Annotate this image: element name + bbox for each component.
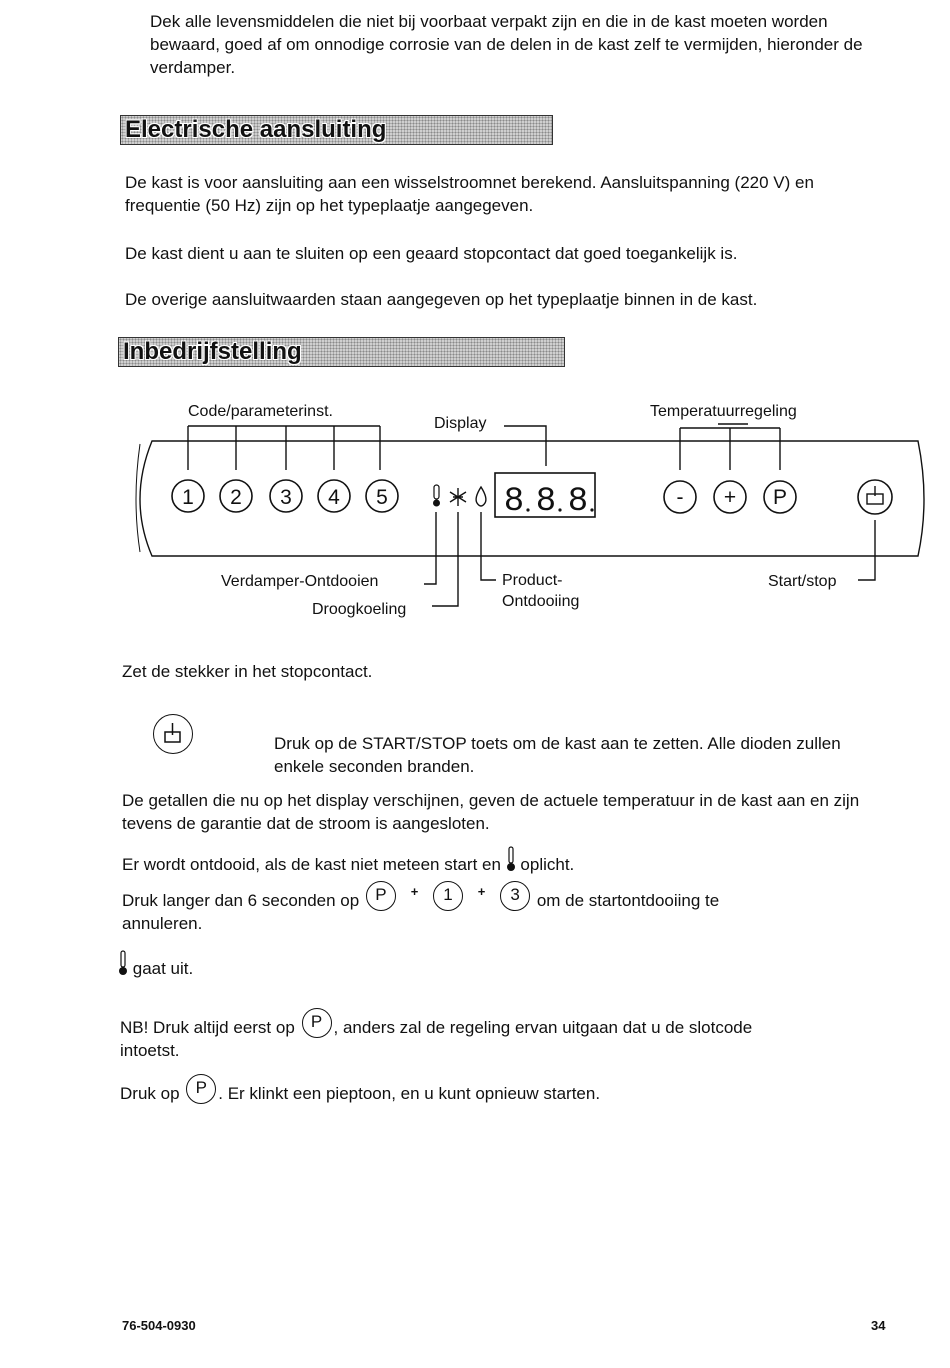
electric-paragraph-3: De overige aansluitwaarden staan aangegeven op het typeplaatje binnen in de kast. [125, 290, 758, 309]
label-display: Display [434, 415, 487, 432]
svg-text:-: - [676, 486, 684, 509]
svg-text:P: P [772, 486, 788, 509]
press-longer-end: annuleren. [122, 914, 203, 933]
plus-sign-2: + [477, 884, 486, 899]
svg-text:5: 5 [376, 486, 388, 509]
droplet-indicator-icon [476, 487, 486, 506]
electric-paragraph-2: De kast dient u aan te sluiten op een geaard stopcontact dat goed toegankelijk is. [125, 244, 738, 263]
code-button-5[interactable] [366, 480, 398, 512]
footer-page-number: 34 [871, 1318, 886, 1333]
start-stop-icon-large [153, 714, 193, 754]
snowflake-indicator-icon [450, 488, 466, 506]
section-title-electric: Electrische aansluiting [120, 115, 553, 145]
plus-sign-1: + [410, 884, 419, 899]
nb-prefix: NB! Druk altijd eerst op [120, 1018, 295, 1037]
thermometer-indicator-icon [433, 485, 440, 507]
display-digit-3: 8 [567, 483, 589, 521]
label-product-defrost-1: Product- [502, 572, 563, 589]
press-longer-prefix: Druk langer dan 6 seconden op [122, 891, 360, 910]
label-dry-cooling: Droogkoeling [312, 601, 407, 618]
label-product-defrost-2: Ontdooiing [502, 593, 580, 610]
code-button-4[interactable] [318, 480, 350, 512]
defrost-suffix: oplicht. [520, 855, 575, 874]
defrost-prefix: Er wordt ontdooid, als de kast niet meteen start en [122, 855, 501, 874]
intro-paragraph: Dek alle levensmiddelen die niet bij voorbaat verpakt zijn en die in de kast moeten worden bewaard, goed af om onnodige corrosie van de delen in de kast zelf te vermijden, hieronder de verdamper. [150, 12, 863, 77]
inline-p-button: P [186, 1074, 216, 1104]
instruction-press-start: Druk op de START/STOP toets om de kast aan te zetten. Alle dioden zullen enkele seconden branden. [274, 734, 841, 776]
svg-text:4: 4 [328, 486, 340, 509]
instruction-press-longer [122, 880, 882, 935]
thermometer-icon [118, 950, 128, 976]
goes-out-text: gaat uit. [132, 959, 194, 978]
press-p-prefix: Druk op [120, 1084, 180, 1103]
instruction-goes-out [118, 950, 193, 980]
svg-text:1: 1 [182, 486, 194, 509]
section-title-start: Inbedrijfstelling [118, 337, 565, 367]
nb-end: intoetst. [120, 1041, 180, 1060]
display-digit-1: 8 [503, 483, 525, 521]
temp-minus-button[interactable] [664, 481, 696, 513]
display-digit-2: 8 [535, 483, 557, 521]
label-evaporator-defrost: Verdamper-Ontdooien [221, 573, 379, 590]
svg-text:3: 3 [280, 486, 292, 509]
code-button-2[interactable] [220, 480, 252, 512]
inline-p-button: P [366, 881, 396, 911]
temp-plus-button[interactable] [714, 481, 746, 513]
instruction-nb [120, 1008, 900, 1062]
control-panel-diagram [0, 0, 950, 640]
start-stop-button[interactable] [858, 480, 892, 514]
electric-paragraph-1: De kast is voor aansluiting aan een wisselstroomnet berekend. Aansluitspanning (220 V) en frequentie (50 Hz) zijn op het typeplaatje aangegeven. [125, 173, 814, 215]
instruction-defrost [122, 846, 574, 876]
press-p-suffix: . Er klinkt een pieptoon, en u kunt opnieuw starten. [218, 1084, 601, 1103]
svg-text:2: 2 [230, 486, 242, 509]
inline-1-button: 1 [433, 881, 463, 911]
power-icon [154, 715, 191, 752]
nb-suffix: , anders zal de regeling ervan uitgaan dat u de slotcode [333, 1018, 753, 1037]
svg-text:+: + [723, 486, 737, 509]
temp-p-button[interactable] [764, 481, 796, 513]
code-button-1[interactable] [172, 480, 204, 512]
instruction-plug-in: Zet de stekker in het stopcontact. [122, 662, 373, 681]
press-longer-suffix: om de startontdooiing te [536, 891, 720, 910]
thermometer-icon [506, 846, 516, 872]
instruction-display-numbers: De getallen die nu op het display verschijnen, geven de actuele temperatuur in de kast aan en zijn tevens de garantie dat de stroom is aangesloten. [122, 791, 860, 833]
footer-doc-number: 76-504-0930 [122, 1318, 196, 1333]
inline-3-button: 3 [500, 881, 530, 911]
label-start-stop: Start/stop [768, 573, 837, 590]
label-temp: Temperatuurregeling [650, 403, 797, 420]
code-button-3[interactable] [270, 480, 302, 512]
label-code: Code/parameterinst. [188, 403, 333, 420]
instruction-press-p [120, 1074, 880, 1105]
seven-segment-display [495, 473, 595, 521]
inline-p-button: P [302, 1008, 332, 1038]
